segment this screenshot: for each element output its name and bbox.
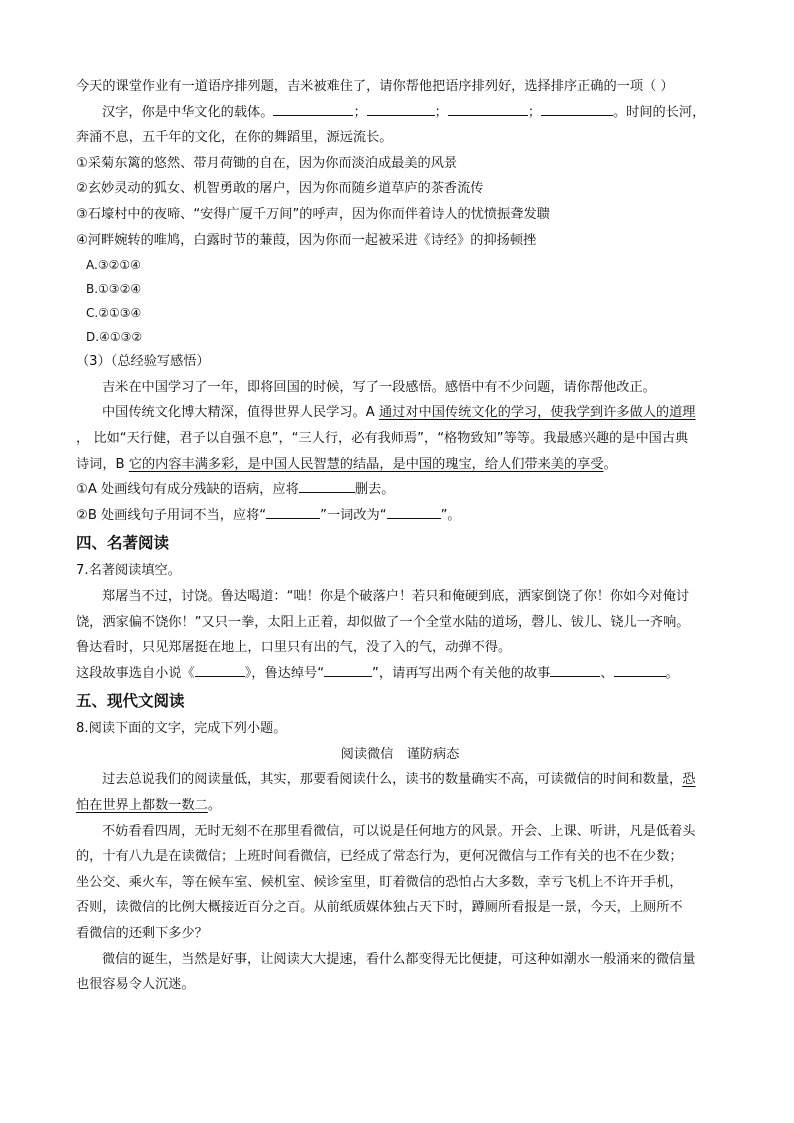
q8-para-1-line-2 (76, 793, 724, 819)
q6-stem: 今天的课堂作业有一道语序排列题，吉米被难住了，请你帮他把语序排列好，选择排序正确的一项（ ） (76, 79, 674, 94)
q6-3-underline-b: 它的内容丰满多彩，是中国人民智慧的结晶，是中国的瑰宝，给人们带来美的享受 (128, 456, 604, 472)
q8-para-2-line-3: 坐公交、乘火车，等在候车室、候机室、候诊室里，盯着微信的恐怕占大多数，幸亏飞机上不许开手机， (76, 874, 683, 890)
q6-passage-tail: 。时间的长河， (613, 104, 706, 120)
q6-item-3: ③石壕村中的夜啼、“安得广厦千万间”的呼声，因为你而伴着诗人的忧愤振聋发聩 (76, 206, 550, 222)
q6-item-2: ②玄妙灵动的狐女、机智勇敢的屠户，因为你而随乡道草庐的茶香流传 (76, 181, 484, 197)
q7-blank-story-2[interactable] (614, 661, 666, 677)
q6-blank-4[interactable] (541, 100, 613, 116)
q8-para-2-line-1: 不妨看看四周，无时无刻不在那里看微信，可以说是任何地方的风景。开会、上课、听讲，凡是低着头 (102, 823, 696, 839)
q6-blank-2[interactable] (367, 100, 435, 116)
q6-option-a[interactable]: A.③②①④ (86, 258, 141, 273)
q6-sep: ； (353, 104, 367, 120)
q6-3-underline-a: 通过对中国传统文化的学习，使我学到许多做人的道理 (378, 405, 696, 421)
q7-fill-c: ”，请再写出两个有关他的故事 (372, 665, 551, 681)
q6-option-b[interactable]: B.①③②④ (86, 282, 142, 297)
q7-fill-e: 。 (665, 665, 679, 681)
q8-label: 8.阅读下面的文字，完成下列小题。 (76, 721, 287, 737)
q6-3-intro: 吉米在中国学习了一年，即将回国的时候，写了一段感悟。感悟中有不少问题，请你帮他改正。 (102, 379, 656, 395)
q6-blank-1[interactable] (273, 100, 353, 116)
q7-line-1: 郑屠当不过，讨饶。鲁达喝道：“咄！你是个破落户！若只和俺硬到底，洒家倒饶了你！你如今对俺讨 (102, 588, 690, 604)
q6-option-c[interactable]: C.②①③④ (86, 306, 142, 321)
q7-line-3: 鲁达看时，只见郑屠挺在地上，口里只有出的气，没了入的气，动弹不得。 (76, 640, 512, 656)
q6-passage-line-2: 奔涌不息，五千年的文化，在你的舞蹈里，源远流长。 (76, 130, 393, 146)
q6-3-para-line-2: ， 比如“天行健，君子以自强不息”，“三人行，必有我师焉”，“格物致知”等等。我最感兴趣的是中国古典 (76, 430, 689, 446)
q6-3-label: （3）（总经验写感悟） (76, 354, 210, 370)
q6-3-blank-3[interactable] (387, 503, 441, 519)
q6-3-subq-2 (76, 503, 724, 529)
q6-option-d[interactable]: D.④①③② (86, 330, 143, 345)
q6-3-blank-2[interactable] (266, 503, 320, 519)
q8-underline-1: 恐 (682, 772, 696, 788)
q6-3-para-start: 中国传统文化博大精深，值得世界人民学习。A (102, 405, 379, 421)
q6-3-subq-1-a: ①A 处画线句有成分残缺的语病，应将 (76, 482, 299, 498)
section-4-heading: 四、名著阅读 (76, 534, 170, 553)
section-5-heading: 五、现代文阅读 (76, 692, 185, 711)
exam-page (76, 74, 724, 998)
q7-blank-nickname[interactable] (324, 661, 372, 677)
q6-3-blank-1[interactable] (299, 477, 355, 493)
q8-article-title: 阅读微信 谨防病态 (340, 746, 460, 762)
q8-para-1-line-1 (76, 767, 724, 793)
q7-blank-story-1[interactable] (550, 661, 600, 677)
q6-3-subq-1 (76, 477, 724, 503)
q6-3-para-line-1 (76, 400, 724, 426)
q8-underline-2: 怕在世界上都数一数二 (76, 798, 208, 814)
q7-fill-b: 》，鲁达绰号“ (244, 665, 325, 681)
q6-item-4: ④河畔婉转的唯鸠，白露时节的蒹葭，因为你而一起被采进《诗经》的抑扬顿挫 (76, 232, 537, 248)
q6-3-para-3-start: 诗词，B (76, 456, 129, 472)
q6-blank-3[interactable] (448, 100, 528, 116)
q8-para-1-end: 。 (207, 798, 222, 814)
q7-blank-book[interactable] (195, 661, 245, 677)
q6-item-1: ①采菊东篱的悠然、带月荷锄的自在，因为你而淡泊成最美的风景 (76, 155, 458, 171)
q6-3-para-line-3 (76, 452, 724, 478)
q8-para-3-line-1: 微信的诞生，当然是好事，让阅读大大提速，看什么都变得无比便捷，可这种如潮水一般涌来的微信量 (102, 951, 696, 967)
q6-3-subq-2-c: ”。 (440, 507, 461, 523)
q8-para-2-line-4: 否则，读微信的比例大概接近百分之百。从前纸质媒体独占天下时，蹲厕所看报是一景，今天，上厕所不 (76, 900, 683, 916)
q6-3-subq-2-b: ”一词改为“ (320, 507, 387, 523)
q8-para-1-start: 过去总说我们的阅读量低，其实，那要看阅读什么，读书的数量确实不高，可读微信的时间和数量， (102, 772, 683, 788)
q8-para-2-line-2: 的，十有八九是在读微信；上班时间看微信，已经成了常态行为，更何况微信与工作有关的也不在少数； (76, 849, 683, 865)
q7-fill-a: 这段故事选自小说《 (76, 665, 195, 681)
q6-passage-head: 汉字，你是中华文化的载体。 (102, 104, 274, 120)
q6-3-subq-2-a: ②B 处画线句子用词不当，应将“ (76, 507, 267, 523)
q6-3-subq-1-b: 删去。 (354, 482, 395, 498)
q7-fill-line (76, 661, 724, 687)
q8-para-3-line-2: 也很容易令人沉迷。 (76, 977, 195, 993)
q6-3-para-3-end: 。 (603, 456, 617, 472)
q8-para-2-line-5: 看微信的还剩下多少？ (76, 926, 208, 942)
q7-line-2: 饶，洒家偏不饶你！”又只一拳，太阳上正着，却似做了一个全堂水陆的道场，磬儿、钹儿、铙儿一齐响。 (76, 614, 690, 630)
q7-fill-d: 、 (600, 665, 614, 681)
q6-passage-line-1 (76, 100, 724, 126)
q6-sep: ； (434, 104, 448, 120)
q7-label: 7.名著阅读填空。 (76, 563, 181, 579)
q6-sep: ； (527, 104, 541, 120)
